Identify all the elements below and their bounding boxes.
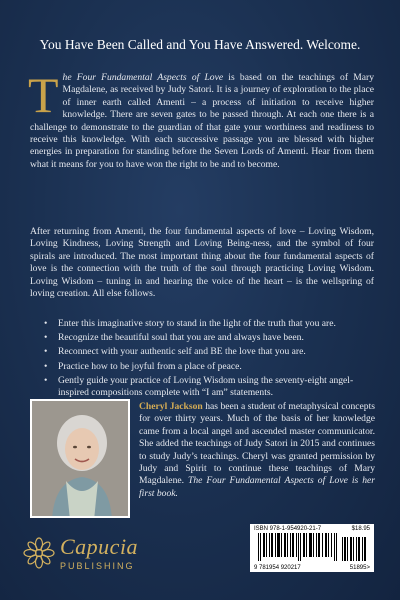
drop-cap: T: [28, 67, 59, 123]
book-title: he Four Fundamental Aspects of Love: [62, 72, 224, 83]
ean-digits: 9 781954 920217: [254, 565, 301, 571]
flower-icon: [22, 536, 56, 570]
list-item: • Recognize the beautiful soul that you are and always have been.: [44, 332, 304, 344]
intro-paragraph: [28, 67, 374, 171]
bullet-icon: •: [44, 332, 48, 344]
list-item: • Reconnect with your authentic self and BE the love that you are.: [44, 346, 306, 358]
author-name: Cheryl Jackson: [139, 401, 203, 412]
barcode-bars: [254, 533, 370, 561]
list-item: • Practice how to be joyful from a place of peace.: [44, 360, 242, 372]
author-bio-text: has been a student of metaphysical concepts for over thirty years. Much of the basis of her knowledge came from a local angel and ascended master communicator. She added the teachings of Judy Satori in 2015 and continues to study Judy’s teachings. Cheryl was granted permission by Judy and Spirit to continue these teachings of Mary Magdalene.: [139, 401, 375, 487]
author-bio: [139, 401, 375, 500]
price-label: $18.95: [351, 526, 370, 532]
bullet-icon: •: [44, 318, 48, 329]
author-bio-closing: The Four Fundamental Aspects of Love is her first book.: [139, 475, 375, 499]
list-item: • Gently guide your practice of Loving Wisdom using the seventy-eight angel-inspired compositions complete with “I am” statements.: [44, 374, 354, 399]
intro-text: is based on the teachings of Mary Magdalene, as received by Judy Satori. It is a journey of exploration to the place of inner earth called Amenti – a process of initiation to receive higher knowledge. There are seven gates to be passed through. At each one there is a challenge to demonstrate to the guardian of that gate your worthiness and readiness to receive this knowledge. With each successive passage you are blessed with higher energies in preparation for standing before the Seven Lords of Amenti. Hear from them what it means for you to have won the right to be and to become.: [30, 72, 374, 170]
author-photo: [30, 399, 130, 518]
isbn-label: ISBN 978-1-954920-21-7: [254, 526, 322, 532]
publisher-logo: [22, 528, 152, 580]
bullet-icon: •: [44, 346, 48, 358]
amenti-paragraph: After returning from Amenti, the four fundamental aspects of love – Loving Wisdom, Loving Kindness, Loving Strength and Loving Being-ness, and the symbol of four spirals are introduced. The most important thing about the four fundamental aspects of love is the connection with the truth of the soul through practicing Loving Wisdom. Loving Wisdom – tuning in and hearing the voice of the heart – is the wellspring of loving creation. All else follows.: [30, 226, 374, 300]
publisher-name: Capucia: [60, 534, 139, 559]
list-item: • Enter this imaginative story to stand in the light of the truth that you are.: [44, 318, 336, 329]
price-code: 51895>: [349, 565, 370, 571]
bullet-icon: •: [44, 374, 48, 386]
publisher-subtitle: PUBLISHING: [60, 561, 135, 571]
barcode: [250, 524, 374, 572]
bullet-icon: •: [44, 360, 48, 372]
benefit-list: [44, 318, 374, 401]
headline: You Have Been Called and You Have Answered. Welcome.: [39, 37, 361, 52]
